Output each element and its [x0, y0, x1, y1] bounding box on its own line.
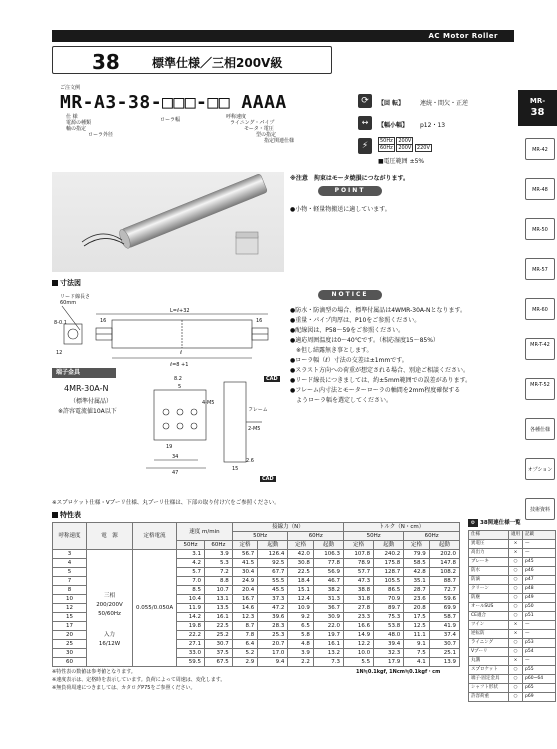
table-row: 異電圧 × —: [469, 540, 556, 549]
table-row: 3 三相 200/200V 50/60Hz 入力 16/12W 0.055/0.050A 3.1 3.9 56.7 126.4 42.0 106.3 107.8 240.2 79.9 202.0: [53, 550, 460, 559]
table-row: クリーン ○ p48: [469, 585, 556, 594]
tab-technical[interactable]: 技術資料: [525, 498, 555, 520]
table-row: 許容荷重 ○ p69: [469, 693, 556, 702]
table-row: スプロケット ○ p55: [469, 666, 556, 675]
notice-item: ようローラ幅を選定してください。: [290, 397, 393, 404]
order-code-legend-right: 呼称速度 ライニング・パイプ モータ・電圧 型の指定 指定関連仕様: [226, 114, 295, 144]
voltage-range: ■電圧範囲 ±5%: [378, 158, 425, 165]
terminal-model: 4MR-30A-N: [64, 384, 109, 393]
options-table: 仕様 適用 記載 異電圧 × — 高出力 × — ブレーキ ○ p45 防水 ○ p46 防滴 ○ p47 クリーン ○ p48 防塵 ○ p49 オールSUS ○ p50 CE適合 ○ p51 ツイン × — 逆転防 × — ライニング ○ p53 Vプーリ ○ p54 丸溝 × — スプロケット ○ p55 端子·固定金具 ○ p60~64 シャフト形状 ○ p65 許容荷重 ○ p69: [468, 530, 556, 702]
model-number: 38: [92, 50, 120, 74]
notice-item: ●防水・防滴型の場合、標準付属品は4WMR-30A-Nとなります。: [290, 307, 467, 314]
width-label: 【幅小幅】: [378, 122, 409, 129]
term-dim-19: 19: [166, 444, 173, 450]
table-row: 高出力 × —: [469, 549, 556, 558]
term-dim-5: 5: [178, 384, 182, 390]
cad-badge: CAD: [262, 476, 274, 482]
notice-item: ●スラスト方向への荷重が想定される場合、別途ご相談ください。: [290, 367, 470, 374]
order-code-legend-left: 仕 様 電源の種類 軸の指定 ローラ外径: [66, 114, 114, 138]
table-row: 5 5.7 7.2 30.4 67.7 22.5 56.9 57.7 128.7 42.8 108.2: [53, 568, 460, 577]
width-icon: ↔: [358, 116, 372, 130]
table-row: 17 19.8 22.5 8.7 28.3 6.5 22.0 16.6 53.8 12.5 41.9: [53, 622, 460, 631]
table-row: ライニング ○ p53: [469, 639, 556, 648]
options-title: ⚙ 38関連仕様一覧: [468, 518, 521, 527]
notice-item: ●重量・パイプ肉厚は、P10をご参照ください。: [290, 317, 421, 324]
term-dim-2-6: 2.6: [246, 458, 254, 464]
term-dim-34: 34: [172, 454, 179, 460]
table-row: 15 14.2 16.1 12.3 39.6 9.2 30.9 23.3 75.3 17.5 58.7: [53, 613, 460, 622]
product-photo: [52, 172, 284, 272]
table-row: 20 22.2 25.2 7.8 25.3 5.8 19.7 14.9 48.0 11.1 37.4: [53, 631, 460, 640]
col-torque: トルク（N・cm）: [344, 523, 460, 532]
tab-mr-42[interactable]: MR-42: [525, 138, 555, 160]
term-screw-4m5: 4-M5: [202, 400, 215, 406]
terminal-note: ※許容電流値10A以下: [58, 408, 117, 415]
series-header-bar: AC Motor Roller: [52, 30, 514, 42]
lead-wire-label: リード線長さ 60mm: [60, 294, 91, 306]
dimension-title: 寸法図: [52, 278, 81, 288]
rotation-icon: ⟳: [358, 94, 372, 108]
rotation-label: 【回 転】: [378, 100, 405, 107]
table-row: 丸溝 × —: [469, 657, 556, 666]
terminal-title: 端子金具: [52, 368, 116, 378]
caution-note: ※注意 拘束はモータ焼損につながります。: [290, 175, 409, 182]
table-row: 7 7.0 8.8 24.9 55.5 18.4 46.7 47.3 105.5 35.1 88.7: [53, 577, 460, 586]
table-row: 防滴 ○ p47: [469, 576, 556, 585]
tab-options[interactable]: オプション: [525, 458, 555, 480]
dim-width-tolerance: ℓ=8 +1: [170, 362, 189, 368]
cad-badge: CAD: [266, 376, 278, 382]
tab-mr-t-52[interactable]: MR-T-52: [525, 378, 555, 400]
width-value: p12・13: [420, 122, 446, 129]
voltage-tags: 50Hz 200V 60Hz 200V 220V: [380, 138, 430, 151]
notice-item: ●リード線長につきましては、約±5mm範囲での誤差があります。: [290, 377, 472, 384]
order-example-label: ご注文例: [60, 85, 81, 91]
wrench-icon: ⚙: [468, 519, 478, 527]
table-row: シャフト形状 ○ p65: [469, 684, 556, 693]
term-dim-47: 47: [172, 470, 179, 476]
notice-item: ※但し結露無き事とします。: [290, 347, 373, 354]
spec-note: ※スプロケット仕様・Vプーリ仕様、丸プーリ仕様は、下部の取り付け穴をご参照ください。: [52, 500, 280, 506]
tab-mr-48[interactable]: MR-48: [525, 178, 555, 200]
notice-item: ●フレーム内寸法とモーターローラの軸間を2mm程度確保する: [290, 387, 461, 394]
point-pill: POINT: [318, 186, 382, 196]
table-row: ツイン × —: [469, 621, 556, 630]
term-dim-height: 8.2: [174, 376, 182, 382]
spec-title: 特性表: [52, 510, 81, 520]
table-row: ブレーキ ○ p45: [469, 558, 556, 567]
tab-specs[interactable]: 各種仕様: [525, 418, 555, 440]
table-row: 30 33.0 37.5 5.2 17.0 3.9 13.2 10.0 32.3 7.5 25.1: [53, 649, 460, 658]
spec-table: 呼称速度 電 源 定格電流 速度 m/min 接線力（N） トルク（N・cm） 50Hz 60Hz 50Hz 60Hz 50Hz 60Hz 定格 起動 定格 起動 定格 起動 定格 起動 3 三相 200/200V 50/60Hz 入力 16/12W 0.055/0.050A 3.1 3.9 56.7 126.4 42.0 106.3 107.8 240.2 79.9 202.0 4 4.2 5.3 41.5 92.5 30.8 77.8 78.9 175.8 58.5 147.8 5 5.7 7.2 30.4 67.7 22.5 56.9 57.7 128.7 42.8 108.2 7 7.0 8.8 24.9 55.5 18.4 46.7 47.3 105.5 35.1 88.7 8 8.5 10.7 20.4 45.5 15.1 38.2 38.8 86.5 28.7 72.7 10 10.4 13.1 16.7 37.3 12.4 31.3 31.8 70.9 23.6 59.6 12 11.9 13.5 14.6 47.2 10.9 36.7 27.8 89.7 20.8 69.9 15 14.2 16.1 12.3 39.6 9.2 30.9 23.3 75.3 17.5 58.7 17 19.8 22.5 8.7 28.3 6.5 22.0 16.6 53.8 12.5 41.9 20 22.2 25.2 7.8 25.3 5.8 19.7 14.9 48.0 11.1 37.4 25 27.1 30.7 6.4 20.7 4.8 16.1 12.2 39.4 9.1 30.7 30 33.0 37.5 5.2 17.0 3.9 13.2 10.0 32.3 7.5 25.1 60 59.5 67.5 2.9 9.4 2.2 7.3 5.5 17.9 4.1 13.9: [52, 522, 460, 667]
table-row: Vプーリ ○ p54: [469, 648, 556, 657]
table-row: オールSUS ○ p50: [469, 603, 556, 612]
term-dim-15: 15: [232, 466, 239, 472]
tab-mr-50[interactable]: MR-50: [525, 218, 555, 240]
table-row: 防水 ○ p46: [469, 567, 556, 576]
dim-shaft-width: 8-0.1: [54, 320, 67, 326]
table-row: 逆転防 × —: [469, 630, 556, 639]
table-row: 4 4.2 5.3 41.5 92.5 30.8 77.8 78.9 175.8 58.5 147.8: [53, 559, 460, 568]
notice-item: ●ローラ幅（ℓ）寸法の交差は±1mmです。: [290, 357, 408, 364]
table-row: 10 10.4 13.1 16.7 37.3 12.4 31.3 31.8 70.9 23.6 59.6: [53, 595, 460, 604]
terminal-drawing: [136, 372, 284, 488]
col-current: 定格電流: [133, 523, 177, 550]
tab-mr-60[interactable]: MR-60: [525, 298, 555, 320]
point-text: ●小物・軽量物搬送に適しています。: [290, 206, 391, 213]
notice-list: [290, 306, 516, 406]
notice-pill: NOTICE: [318, 290, 382, 300]
tab-mr-38[interactable]: MR- 38: [518, 90, 557, 126]
dim-roller-width: ℓ: [180, 350, 183, 356]
order-label-width: ローラ幅: [160, 117, 181, 123]
power-cell: 三相 200/200V 50/60Hz 入力 16/12W: [87, 550, 133, 667]
table-row: 8 8.5 10.7 20.4 45.5 15.1 38.2 38.8 86.5 28.7 72.7: [53, 586, 460, 595]
table-row: 端子·固定金具 ○ p60~64: [469, 675, 556, 684]
col-speed: 速度 m/min: [177, 523, 233, 541]
terminal-sub: （標準付属品）: [70, 398, 113, 405]
table-row: 12 11.9 13.5 14.6 47.2 10.9 36.7 27.8 89.7 20.8 69.9: [53, 604, 460, 613]
lightning-icon: ⚡: [358, 138, 372, 154]
term-screw-2m5: 2-M5: [248, 426, 261, 432]
unit-note: 1N≒0.1kgf, 1Ncm≒0.1kgf・cm: [356, 669, 441, 675]
col-tangential-force: 接線力（N）: [232, 523, 343, 532]
table-row: CE適合 ○ p51: [469, 612, 556, 621]
col-power: 電 源: [87, 523, 133, 550]
dim-diameter: 12: [56, 350, 63, 356]
dim-shaft-left: 16: [100, 318, 107, 324]
tab-mr-t-42[interactable]: MR-T-42: [525, 338, 555, 360]
rotation-value: 連続・間欠・正逆: [420, 100, 469, 107]
roller-image: [52, 172, 284, 272]
dim-overall-length: L=ℓ+32: [170, 308, 190, 314]
table-row: 60 59.5 67.5 2.9 9.4 2.2 7.3 5.5 17.9 4.1 13.9: [53, 658, 460, 667]
spec-footnotes: ※特性表の数値は参考値となります。 ※速度表示は、定格時を表示しています。負荷によって周速は、変化します。 ※無負荷周速につきましては、カタログP75をご参照ください。: [52, 669, 226, 691]
dim-shaft-right: 16: [256, 318, 263, 324]
notice-item: ●配線図は、P58～59をご参照ください。: [290, 327, 405, 334]
order-code: MR-A3-38-□□□-□□ AAAA: [60, 92, 287, 113]
notice-item: ●適応周囲温度は0～40℃です。（相応湿度15～85%）: [290, 337, 439, 344]
term-frame-label: フレーム: [248, 407, 268, 413]
col-nominal-speed: 呼称速度: [53, 523, 87, 550]
table-row: 防塵 ○ p49: [469, 594, 556, 603]
tab-mr-57[interactable]: MR-57: [525, 258, 555, 280]
rated-current-cell: 0.055/0.050A: [133, 550, 177, 667]
table-row: 25 27.1 30.7 6.4 20.7 4.8 16.1 12.2 39.4 9.1 30.7: [53, 640, 460, 649]
page-title: 標準仕様／三相200V級: [152, 56, 283, 70]
